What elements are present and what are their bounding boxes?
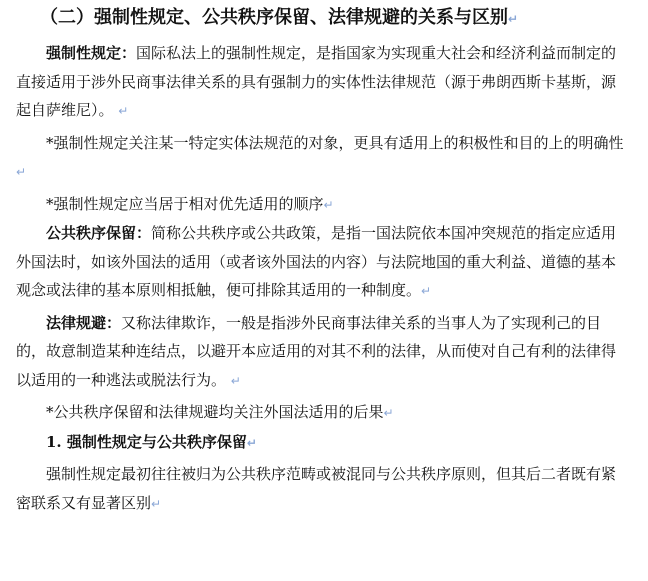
paragraph-mark-icon: ↵	[246, 435, 257, 450]
final-paragraph	[16, 460, 648, 518]
law-evasion-definition: 又称法律欺诈，一般是指涉外民商事法律关系的当事人为了实现利己的目的，故意制造某种连结点，以避开本应适用的对其不利的法律，从而使对自己有利的法律得以适用的一种逃法或脱法行为。	[16, 313, 617, 389]
law-evasion-term: 法律规避：	[46, 313, 122, 332]
mandatory-rules-paragraph	[16, 39, 648, 126]
note-paragraph-2	[16, 190, 648, 220]
paragraph-mark-icon: ↵	[230, 373, 241, 388]
mandatory-rules-term: 强制性规定：	[46, 44, 137, 62]
paragraph-mark-icon: ↵	[421, 284, 432, 298]
note-text-3: *公共秩序保留和法律规避均关注外国法适用的后果	[46, 403, 384, 421]
section-heading-text: （二）强制性规定、公共秩序保留、法律规避的关系与区别	[40, 7, 508, 28]
law-evasion-paragraph	[16, 309, 648, 396]
final-paragraph-text: 强制性规定最初往往被归为公共秩序范畴或被混同与公共秩序原则，但其后二者既有紧密联系又有显著区别	[16, 465, 617, 512]
note-paragraph-3	[16, 398, 648, 428]
public-order-paragraph	[16, 219, 648, 306]
paragraph-mark-icon: ↵	[508, 12, 519, 26]
subsection-heading	[16, 428, 648, 458]
note-text-2: *强制性规定应当居于相对优先适用的顺序	[46, 194, 324, 213]
paragraph-mark-icon: ↵	[383, 406, 394, 420]
note-paragraph-1	[16, 129, 648, 187]
paragraph-mark-icon: ↵	[16, 165, 27, 179]
note-text-1: *强制性规定关注某一特定实体法规范的对象，更具有适用上的积极性和目的上的明确性	[46, 133, 624, 152]
paragraph-mark-icon: ↵	[323, 197, 334, 212]
mandatory-rules-definition: 国际私法上的强制性规定，是指国家为实现重大社会和经济利益而制定的直接适用于涉外民商事法律关系的具有强制力的实体性法律规范（源于弗朗西斯卡基斯，源起自萨维尼）。	[16, 44, 617, 119]
paragraph-mark-icon: ↵	[151, 496, 162, 511]
paragraph-mark-icon: ↵	[118, 104, 129, 118]
section-heading	[16, 4, 648, 32]
public-order-term: 公共秩序保留：	[46, 224, 152, 242]
public-order-definition: 简称公共秩序或公共政策，是指一国法院依本国冲突规范的指定应适用外国法时，如该外国法的适用（或者该外国法的内容）与法院地国的重大利益、道德的基本观念或法律的基本原则相抵触，便可排除其适用的一种制度。	[16, 224, 617, 299]
subsection-heading-text: 1. 强制性规定与公共秩序保留	[46, 432, 247, 451]
